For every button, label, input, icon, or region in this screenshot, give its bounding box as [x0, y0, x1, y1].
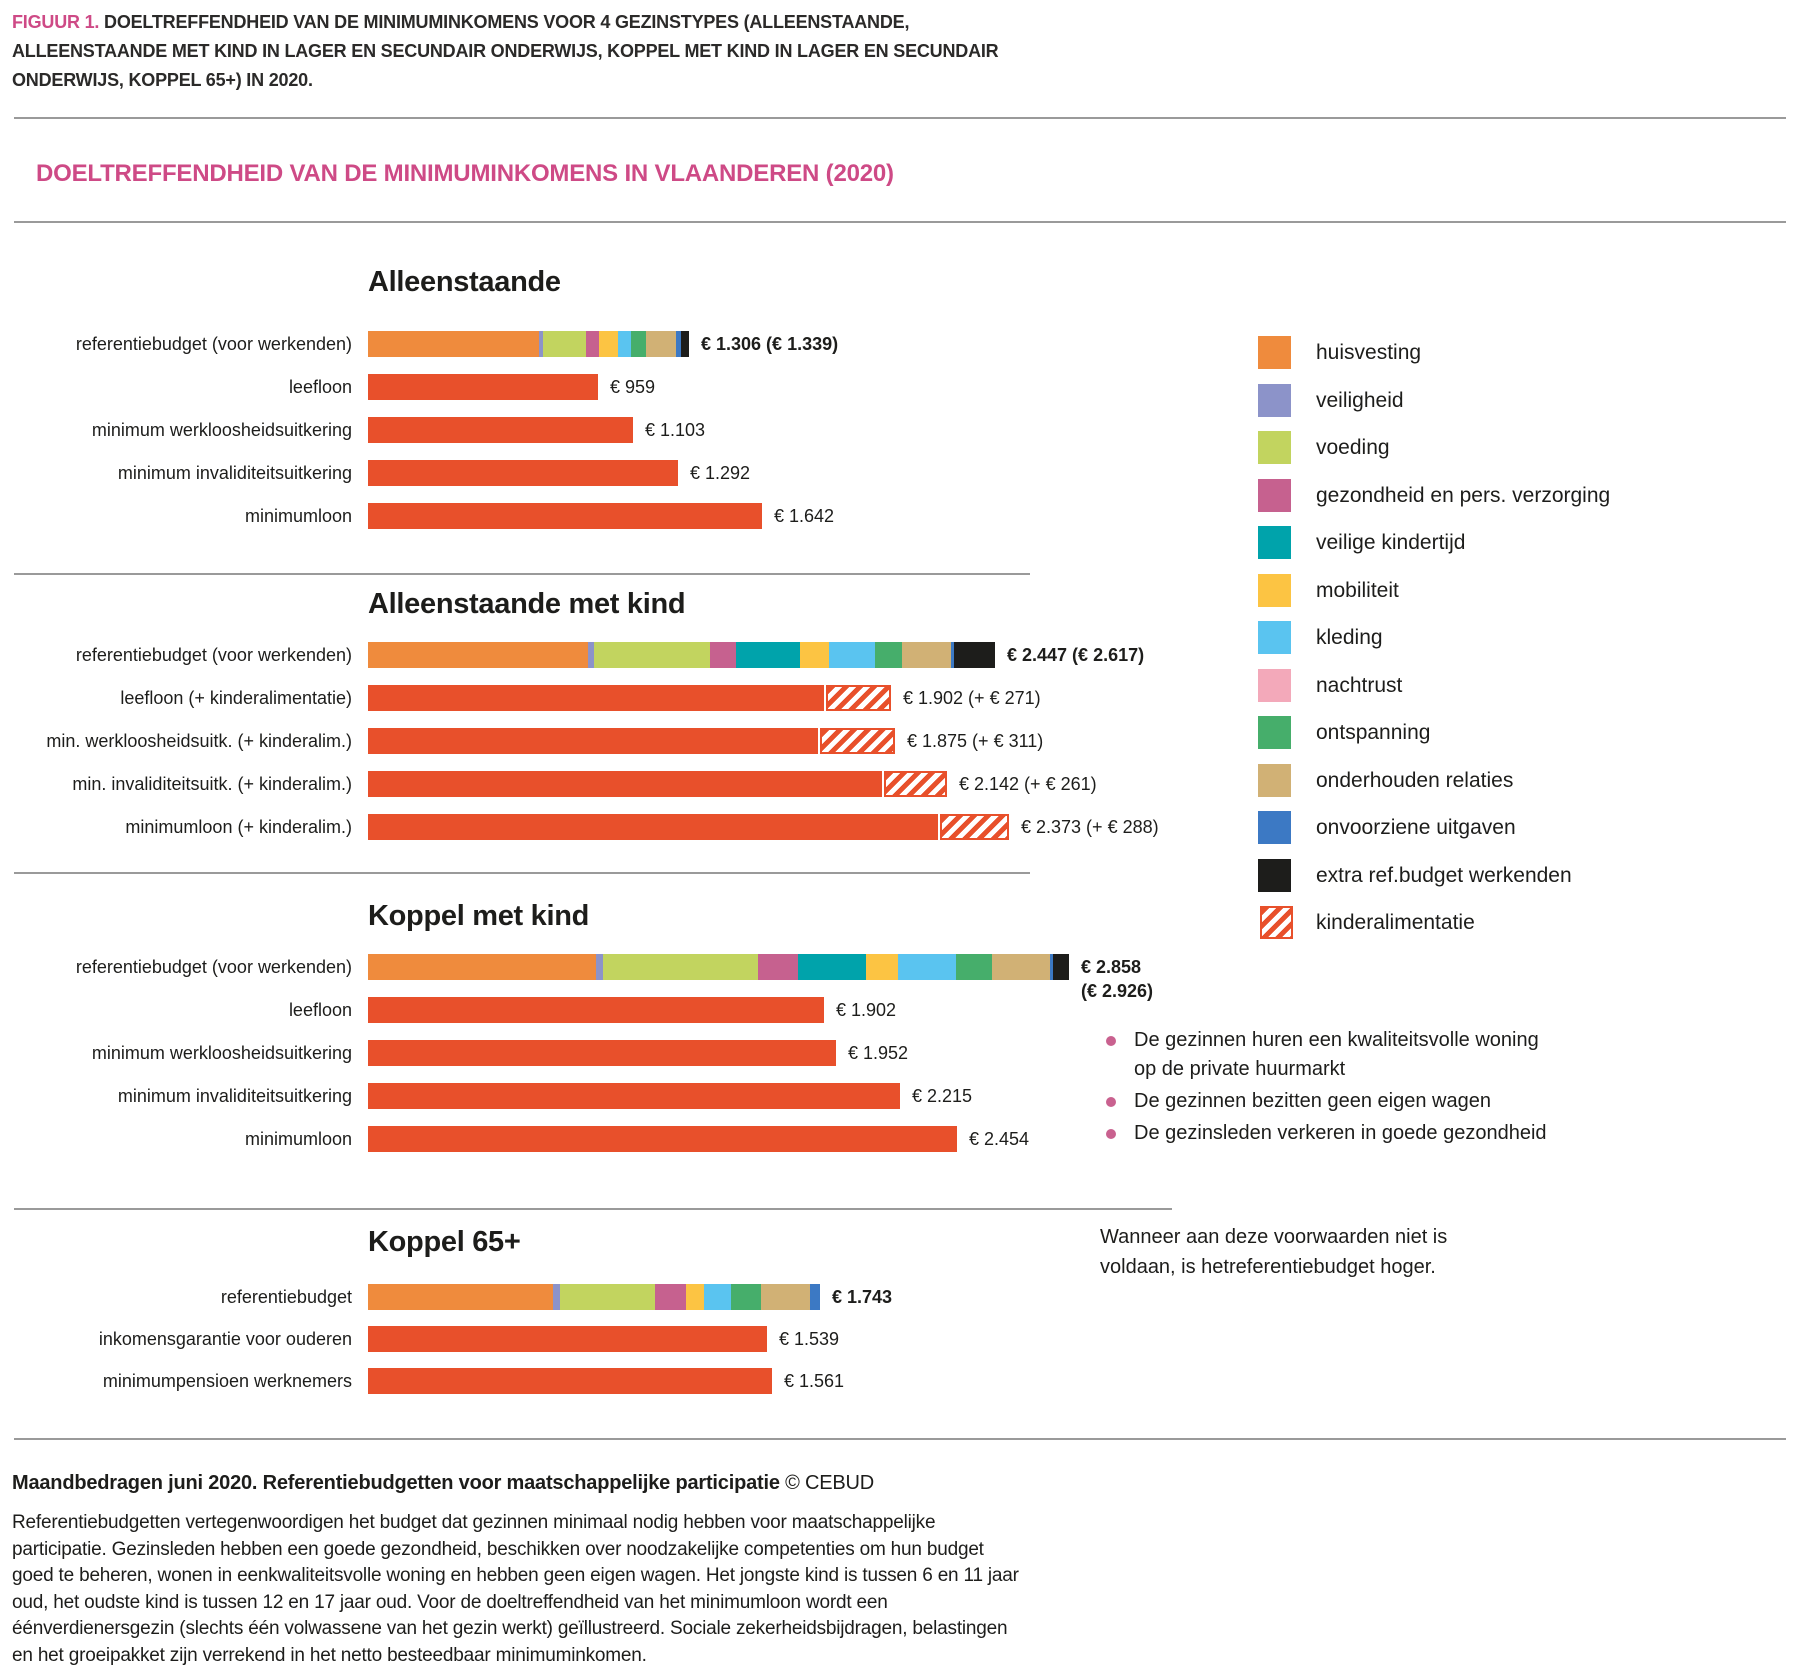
bar-segment-veiligheid: [596, 954, 603, 980]
value-label: € 2.858 (€ 2.926): [1081, 957, 1154, 1001]
legend-label: ontspanning: [1316, 721, 1431, 744]
bar-segment-onvoorziene: [810, 1284, 820, 1310]
legend-label: kleding: [1316, 626, 1383, 649]
row-label: minimumpensioen werknemers: [102, 1371, 352, 1391]
value-label: € 2.142 (+ € 261): [959, 774, 1097, 794]
bar-segment-extra: [954, 642, 995, 668]
value-label: € 1.306 (€ 1.339): [701, 334, 839, 354]
value-label: € 1.902 (+ € 271): [903, 688, 1041, 708]
bar-segment-extra: [1053, 954, 1069, 980]
footer-source: [12, 1472, 874, 1495]
bar-segment-mobiliteit: [866, 954, 898, 980]
bar: [368, 1126, 957, 1152]
legend-swatch-color: [1258, 621, 1291, 654]
row-label: min. werkloosheidsuitk. (+ kinderalim.): [46, 731, 352, 751]
bar-segment-income: [368, 814, 938, 840]
chart-title: Koppel 65+: [368, 1226, 521, 1258]
row-label: referentiebudget (voor werkenden): [75, 957, 352, 977]
legend-label: huisvesting: [1316, 341, 1422, 364]
row-label: inkomensgarantie voor ouderen: [98, 1329, 352, 1349]
bar-segment-veilige: [736, 642, 800, 668]
conditions-bullet-list: [1100, 1026, 1547, 1151]
value-label: € 2.454: [969, 1129, 1030, 1149]
row-label: minimumloon (+ kinderalim.): [125, 817, 352, 837]
legend-swatch-color: [1258, 431, 1291, 464]
bar-segment-income: [368, 417, 633, 443]
bar-segment-income: [368, 728, 818, 754]
bar: [368, 331, 689, 357]
bar-segment-ontspanning: [731, 1284, 761, 1310]
row-label: minimum werkloosheidsuitkering: [91, 420, 352, 440]
bar-segment-income: [368, 1326, 767, 1352]
row-label: referentiebudget (voor werkenden): [75, 645, 352, 665]
legend-label: gezondheid en pers. verzorging: [1316, 484, 1611, 507]
chart-title: Koppel met kind: [368, 900, 590, 932]
row-label: referentiebudget (voor werkenden): [75, 334, 352, 354]
row-label: referentiebudget: [220, 1287, 352, 1307]
legend-label: onvoorziene uitgaven: [1316, 816, 1516, 839]
legend-label: kinderalimentatie: [1316, 911, 1475, 934]
legend-label: voeding: [1316, 436, 1390, 459]
value-label: € 1.103: [645, 420, 706, 440]
separator: [14, 221, 1786, 223]
separator: [14, 573, 1030, 575]
figure-number: FIGUUR 1.: [12, 12, 105, 32]
bar: [368, 771, 947, 797]
legend-label: mobiliteit: [1316, 579, 1399, 602]
legend-swatch-color: [1258, 336, 1291, 369]
bar-segment-mobiliteit: [800, 642, 829, 668]
footer-copyright: © CEBUD: [785, 1472, 875, 1494]
bar-segment-voeding: [560, 1284, 655, 1310]
row-label: leefloon: [288, 1000, 352, 1020]
bar: [368, 685, 891, 711]
bar-hatch-kinderalimentatie: [884, 771, 947, 797]
bar-segment-kleding: [898, 954, 956, 980]
separator: [14, 1208, 1172, 1210]
row-label: minimum invaliditeitsuitkering: [117, 463, 352, 483]
bar-segment-income: [368, 503, 762, 529]
value-label: € 1.875 (+ € 311): [907, 731, 1044, 751]
row-label: minimum invaliditeitsuitkering: [117, 1086, 352, 1106]
bar-segment-gezondheid: [655, 1284, 686, 1310]
legend-swatch-hatch: [1260, 906, 1293, 939]
legend-label: extra ref.budget werkenden: [1316, 864, 1572, 887]
bar-segment-gezondheid: [710, 642, 736, 668]
bar: [368, 1083, 900, 1109]
bar: [368, 417, 633, 443]
bar-segment-huisvesting: [368, 642, 588, 668]
bar-segment-veiligheid: [553, 1284, 560, 1310]
bullet-item: De gezinsleden verkeren in goede gezondheid: [1100, 1119, 1547, 1148]
bar: [368, 814, 1009, 840]
bullet-item: De gezinnen huren een kwaliteitsvolle woning op de private huurmarkt: [1100, 1026, 1547, 1084]
bar-segment-voeding: [543, 331, 586, 357]
row-label: minimumloon: [244, 506, 352, 526]
row-label: leefloon (+ kinderalimentatie): [120, 688, 352, 708]
value-label: € 1.642: [774, 506, 835, 526]
value-label: € 1.292: [690, 463, 751, 483]
legend-label: onderhouden relaties: [1316, 769, 1514, 792]
bar: [368, 728, 895, 754]
bar-segment-huisvesting: [368, 1284, 553, 1310]
figure-caption: FIGUUR 1. DOELTREFFENDHEID VAN DE MINIMUMINKOMENS VOOR 4 GEZINSTYPES (ALLEENSTAANDE, ALLEENSTAANDE MET KIND IN LAGER EN SECUNDAIR ONDERWIJS, KOPPEL MET KIND IN LAGER EN SECUNDAIR ONDERWIJS, KOPPEL 65+) IN 2020.: [12, 12, 999, 90]
bar-segment-extra: [681, 331, 689, 357]
bar: [368, 642, 995, 668]
bar-segment-income: [368, 1368, 772, 1394]
bar-segment-income: [368, 374, 598, 400]
row-label: min. invaliditeitsuitk. (+ kinderalim.): [72, 774, 352, 794]
row-label: minimum werkloosheidsuitkering: [91, 1043, 352, 1063]
bar-segment-onderhouden: [992, 954, 1050, 980]
legend-swatch-color: [1258, 811, 1291, 844]
bar-segment-veilige: [798, 954, 866, 980]
bar: [368, 460, 678, 486]
row-label: leefloon: [288, 377, 352, 397]
chart-title: Alleenstaande met kind: [368, 588, 686, 620]
value-label: € 1.561: [784, 1371, 845, 1391]
legend-label: nachtrust: [1316, 674, 1403, 697]
legend-swatch-color: [1258, 859, 1291, 892]
bar-segment-income: [368, 1083, 900, 1109]
bar-segment-income: [368, 771, 882, 797]
bullet-item: De gezinnen bezitten geen eigen wagen: [1100, 1087, 1547, 1116]
value-label: € 1.902: [836, 1000, 897, 1020]
bar-segment-income: [368, 1126, 957, 1152]
separator: [14, 1438, 1786, 1440]
separator: [14, 872, 1030, 874]
bar-hatch-kinderalimentatie: [940, 814, 1009, 840]
value-label: € 2.373 (+ € 288): [1021, 817, 1159, 837]
bar-segment-kleding: [618, 331, 631, 357]
legend-swatch-color: [1258, 764, 1291, 797]
separator: [14, 117, 1786, 119]
bar-segment-ontspanning: [956, 954, 992, 980]
bar-segment-gezondheid: [586, 331, 599, 357]
conditions-note: Wanneer aan deze voorwaarden niet is voldaan, is hetreferentiebudget hoger.: [1100, 1226, 1448, 1278]
bar-segment-huisvesting: [368, 954, 596, 980]
bar-segment-onderhouden: [902, 642, 951, 668]
bar: [368, 1326, 767, 1352]
legend-swatch-color: [1258, 574, 1291, 607]
bar: [368, 1040, 836, 1066]
value-label: € 1.952: [848, 1043, 909, 1063]
legend-swatch-color: [1258, 716, 1291, 749]
row-label: minimumloon: [244, 1129, 352, 1149]
legend-swatch-color: [1258, 479, 1291, 512]
bar: [368, 1368, 772, 1394]
bullet-dot: [1106, 1036, 1116, 1046]
bar: [368, 1284, 820, 1310]
bar: [368, 374, 598, 400]
bar-segment-income: [368, 1040, 836, 1066]
bar: [368, 997, 824, 1023]
value-label: € 959: [610, 377, 656, 397]
bar-segment-huisvesting: [368, 331, 539, 357]
value-label: € 1.743: [832, 1287, 893, 1307]
bar-hatch-kinderalimentatie: [820, 728, 895, 754]
bar-segment-ontspanning: [875, 642, 902, 668]
bar-segment-voeding: [594, 642, 710, 668]
bar-segment-income: [368, 997, 824, 1023]
bar-segment-mobiliteit: [599, 331, 618, 357]
bar: [368, 954, 1069, 980]
bullet-dot: [1106, 1129, 1116, 1139]
legend-swatch-color: [1258, 669, 1291, 702]
bar-segment-kleding: [704, 1284, 731, 1310]
footer-body: Referentiebudgetten vertegenwoordigen het budget dat gezinnen minimaal nodig hebben voor maatschappelijke participatie. Gezinsleden hebben een goede gezondheid, beschikken over noodzakelijke competenties om hun budget goed te beheren, wonen in eenkwaliteitsvolle woning en hebben geen eigen wagen. Het jongste kind is tussen 6 en 11 jaar oud, het oudste kind is tussen 12 en 17 jaar oud. Voor de doeltreffendheid van het minimumloon wordt een éénverdienersgezin (slechts één volwassene van het gezin werkt) geïllustreerd. Sociale zekerheidsbijdragen, belastingen en het groeipakket zijn verrekend in het netto besteedbaar minimuminkomen.: [12, 1512, 1019, 1665]
bar-segment-onderhouden: [761, 1284, 810, 1310]
bar-segment-gezondheid: [758, 954, 798, 980]
chart-title: Alleenstaande: [368, 266, 561, 298]
bar-segment-onderhouden: [646, 331, 676, 357]
value-label: € 2.215: [912, 1086, 973, 1106]
legend-label: veiligheid: [1316, 389, 1404, 412]
bar-segment-voeding: [603, 954, 758, 980]
value-label: € 2.447 (€ 2.617): [1007, 645, 1145, 665]
legend-swatch-color: [1258, 526, 1291, 559]
bar-segment-income: [368, 460, 678, 486]
bar-segment-kleding: [829, 642, 875, 668]
legend-label: veilige kindertijd: [1316, 531, 1466, 554]
footer-source-bold: Maandbedragen juni 2020. Referentiebudgetten voor maatschappelijke participatie: [12, 1472, 780, 1494]
bar-segment-ontspanning: [631, 331, 646, 357]
value-label: € 1.539: [779, 1329, 840, 1349]
legend-swatch-color: [1258, 384, 1291, 417]
bullet-dot: [1106, 1097, 1116, 1107]
bar-segment-mobiliteit: [686, 1284, 704, 1310]
bar: [368, 503, 762, 529]
bar-hatch-kinderalimentatie: [826, 685, 891, 711]
bar-segment-income: [368, 685, 824, 711]
page-title: DOELTREFFENDHEID VAN DE MINIMUMINKOMENS IN VLAANDEREN (2020): [36, 160, 894, 187]
